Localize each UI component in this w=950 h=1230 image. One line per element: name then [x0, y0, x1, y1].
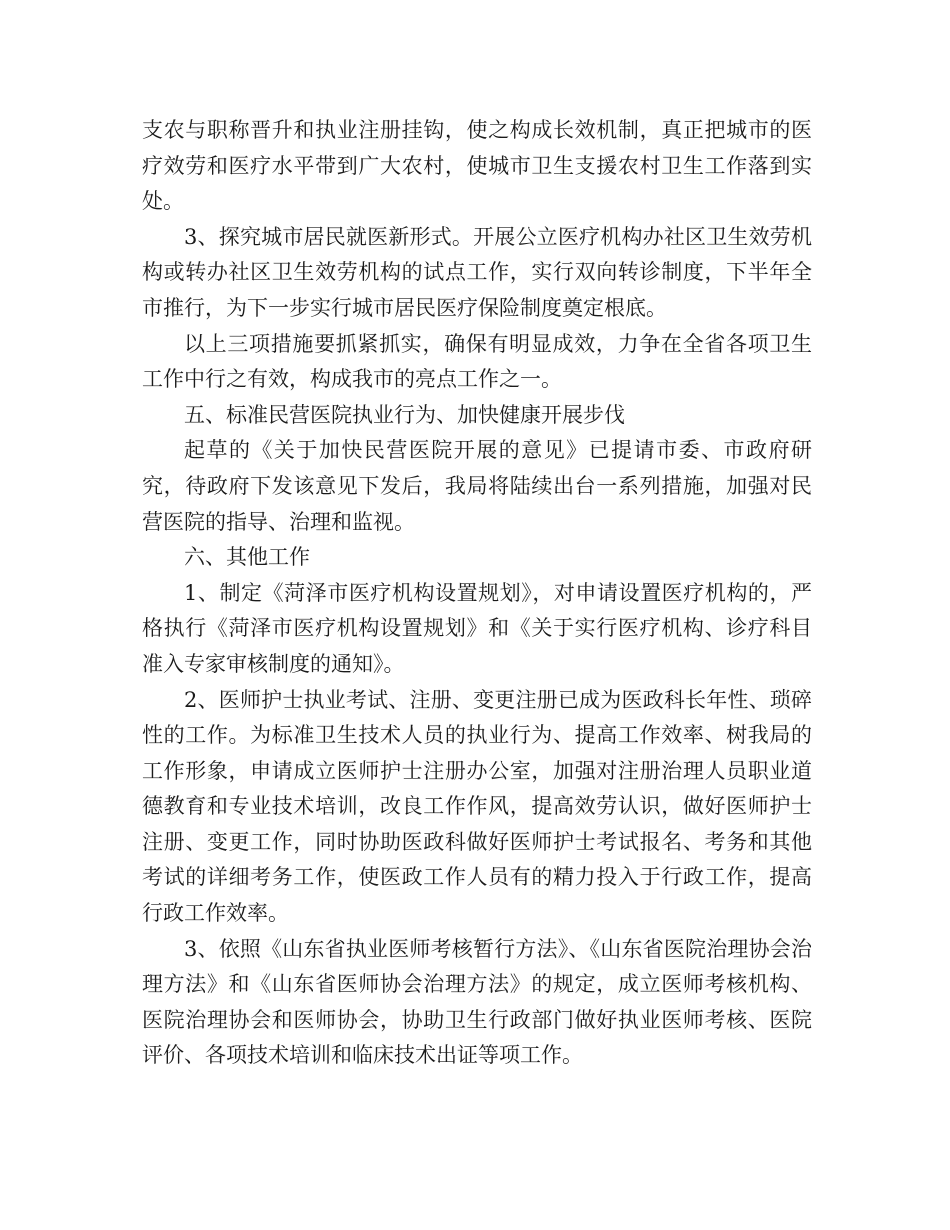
section-heading-5: 五、标准民营医院执业行为、加快健康开展步伐	[184, 402, 625, 427]
paragraph-other-1: 1、制定《菏泽市医疗机构设置规划》，对申请设置医疗机构的，严格执行《菏泽市医疗机构设置规划》和《关于实行医疗机构、诊疗科目准入专家审核制度的通知》。	[142, 580, 812, 676]
paragraph-private-hospitals: 起草的《关于加快民营医院开展的意见》已提请市委、市政府研究，待政府下发该意见下发后，我局将陆续出台一系列措施，加强对民营医院的指导、治理和监视。	[142, 438, 812, 534]
paragraph-other-3: 3、依照《山东省执业医师考核暂行方法》、《山东省医院治理协会治理方法》和《山东省医师协会治理方法》的规定，成立医师考核机构、医院治理协会和医师协会，协助卫生行政部门做好执业医师考核、医院评价、各项技术培训和临床技术出证等项工作。	[142, 936, 812, 1068]
paragraph-item-3: 3、探究城市居民就医新形式。开展公立医疗机构办社区卫生效劳机构或转办社区卫生效劳机构的试点工作，实行双向转诊制度，下半年全市推行，为下一步实行城市居民医疗保险制度奠定根底。	[142, 224, 812, 320]
paragraph-summary: 以上三项措施要抓紧抓实，确保有明显成效，力争在全省各项卫生工作中行之有效，构成我市的亮点工作之一。	[142, 331, 812, 392]
section-heading-6: 六、其他工作	[184, 545, 310, 570]
paragraph-continuation: 支农与职称晋升和执业注册挂钩，使之构成长效机制，真正把城市的医疗效劳和医疗水平带到广大农村，使城市卫生支援农村卫生工作落到实处。	[142, 118, 812, 214]
document-body	[142, 113, 812, 1074]
paragraph-other-2: 2、医师护士执业考试、注册、变更注册已成为医政科长年性、琐碎性的工作。为标准卫生技术人员的执业行为、提高工作效率、树我局的工作形象，申请成立医师护士注册办公室，加强对注册治理人员职业道德教育和专业技术培训，改良工作作风，提高效劳认识，做好医师护士注册、变更工作，同时协助医政科做好医师护士考试报名、考务和其他考试的详细考务工作，使医政工作人员有的精力投入于行政工作，提高行政工作效率。	[142, 687, 812, 926]
